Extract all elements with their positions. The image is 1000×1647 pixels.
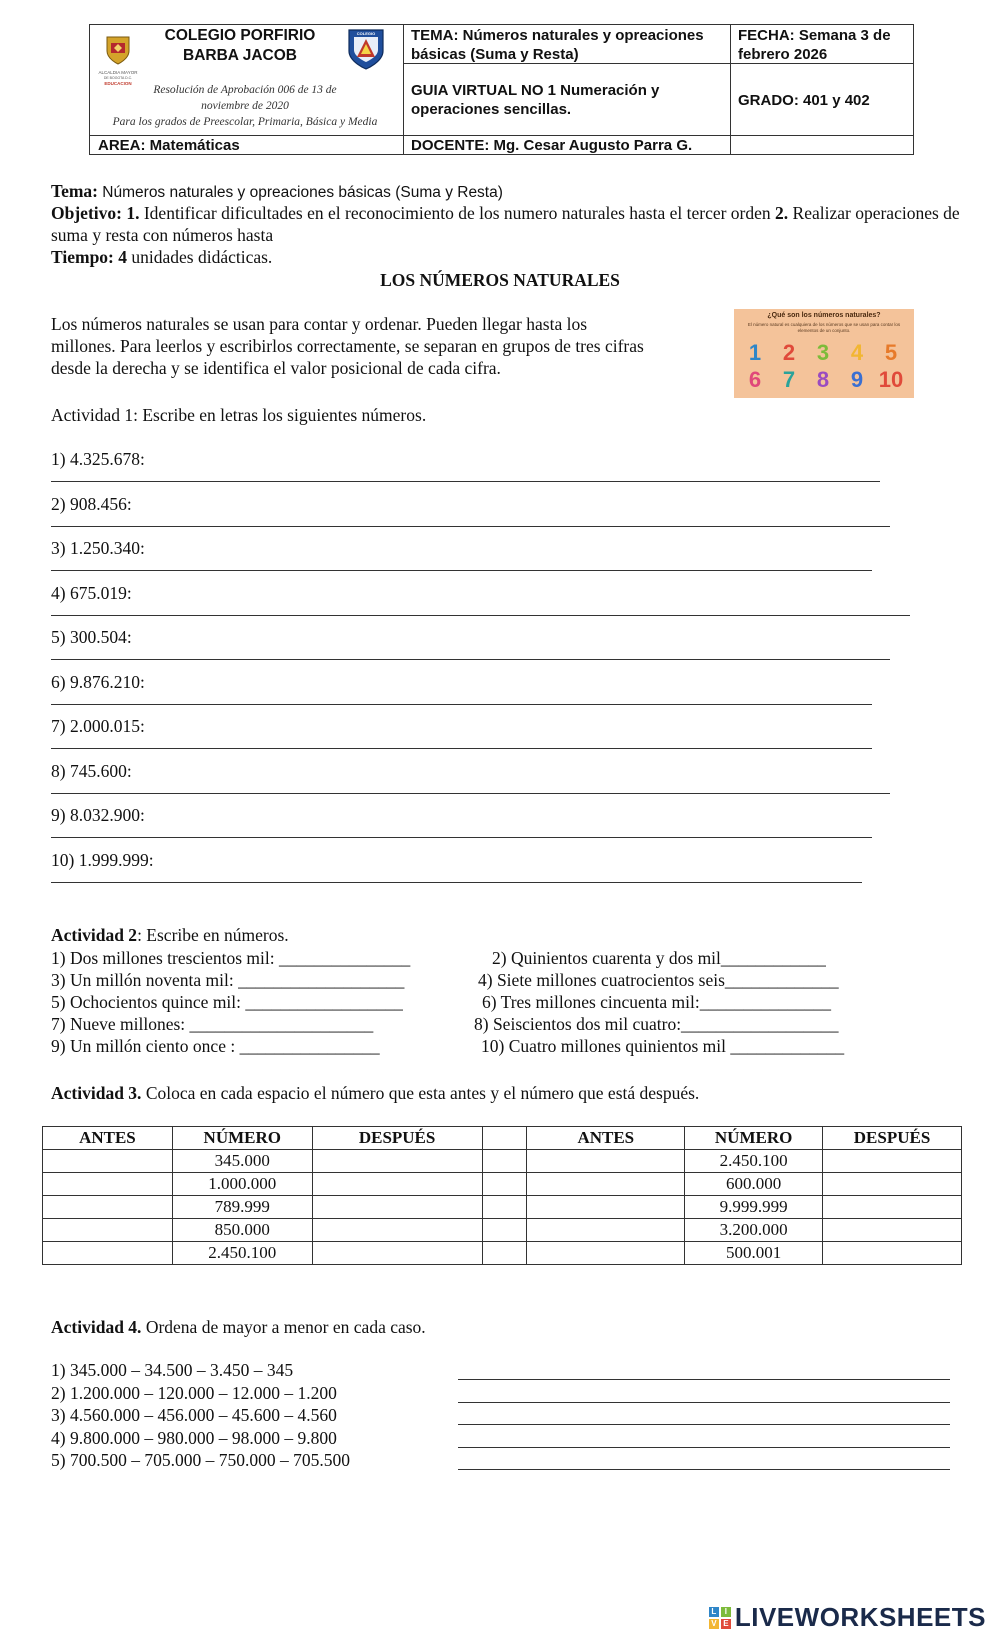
activity3-heading: Actividad 3. bbox=[51, 1083, 142, 1103]
resolution-line3: Para los grados de Preescolar, Primaria, Básica y Media bbox=[112, 116, 378, 128]
numero-cell: 600.000 bbox=[685, 1173, 823, 1196]
activity2-item-right[interactable]: 2) Quinientos cuarenta y dos mil____________ bbox=[492, 948, 826, 968]
activity4-item: 5) 700.500 – 705.000 – 750.000 – 705.500 bbox=[51, 1450, 350, 1470]
antes-cell[interactable] bbox=[43, 1219, 173, 1242]
numero-cell: 1.000.000 bbox=[172, 1173, 312, 1196]
numero-cell: 500.001 bbox=[685, 1242, 823, 1265]
paragraph-line1: Los números naturales se usan para contar y ordenar. Pueden llegar hasta los bbox=[51, 314, 588, 334]
section-title: LOS NÚMEROS NATURALES bbox=[380, 270, 620, 290]
activity1-answer-line[interactable] bbox=[51, 748, 872, 749]
activity4-answer-line[interactable] bbox=[458, 1469, 950, 1470]
crest-label: COLEGIO bbox=[356, 31, 376, 36]
activity2-item-right[interactable]: 6) Tres millones cincuenta mil:_______________ bbox=[482, 992, 832, 1012]
table-header: DESPUÉS bbox=[312, 1127, 482, 1150]
numero-cell: 9.999.999 bbox=[685, 1196, 823, 1219]
spacer-cell bbox=[482, 1242, 527, 1265]
table-row bbox=[43, 1196, 962, 1219]
illustration-digit: 4 bbox=[850, 340, 864, 365]
fecha-label: FECHA: Semana 3 de febrero 2026 bbox=[738, 27, 891, 63]
paragraph-line3: desde la derecha y se identifica el valor posicional de cada cifra. bbox=[51, 358, 501, 378]
illustration-digit: 2 bbox=[782, 340, 796, 365]
logo-letter-block: L bbox=[709, 1607, 719, 1617]
illustration-digit: 10 bbox=[878, 367, 904, 392]
spacer-cell bbox=[482, 1150, 527, 1173]
activity1-item: 3) 1.250.340: bbox=[51, 538, 145, 558]
activity4-answer-line[interactable] bbox=[458, 1424, 950, 1425]
objetivo-text2: Realizar operaciones de suma y resta con números hasta bbox=[51, 203, 960, 245]
numero-cell: 345.000 bbox=[172, 1150, 312, 1173]
table-row bbox=[43, 1219, 962, 1242]
liveworksheets-wordmark: LIVEWORKSHEETS bbox=[734, 1602, 986, 1632]
activity4-answer-line[interactable] bbox=[458, 1379, 950, 1380]
logo-letter-block: I bbox=[721, 1607, 731, 1617]
table-header: ANTES bbox=[527, 1127, 685, 1150]
spacer-cell bbox=[482, 1173, 527, 1196]
illustration-digit: 5 bbox=[884, 340, 898, 365]
activity2-item-left[interactable]: 3) Un millón noventa mil: ___________________ bbox=[51, 970, 405, 990]
activity2-item-right[interactable]: 4) Siete millones cuatrocientos seis_____________ bbox=[478, 970, 839, 990]
liveworksheets-logo bbox=[709, 1602, 986, 1633]
activity3-title bbox=[51, 1082, 699, 1104]
numero-cell: 789.999 bbox=[172, 1196, 312, 1219]
activity4-answer-line[interactable] bbox=[458, 1447, 950, 1448]
antes-cell[interactable] bbox=[43, 1150, 173, 1173]
despues-cell[interactable] bbox=[312, 1242, 482, 1265]
table-row bbox=[43, 1242, 962, 1265]
despues-cell[interactable] bbox=[312, 1150, 482, 1173]
resolution-line1: Resolución de Aprobación 006 de 13 de bbox=[153, 84, 337, 96]
despues-cell[interactable] bbox=[823, 1150, 962, 1173]
grado-label: GRADO: 401 y 402 bbox=[738, 92, 870, 109]
illustration-digit: 3 bbox=[816, 340, 830, 365]
table-header: NÚMERO bbox=[172, 1127, 312, 1150]
bogota-shield-icon bbox=[105, 35, 131, 65]
activity1-answer-line[interactable] bbox=[51, 704, 872, 705]
activity4-item: 4) 9.800.000 – 980.000 – 98.000 – 9.800 bbox=[51, 1427, 337, 1448]
resolution-line2: noviembre de 2020 bbox=[201, 100, 289, 112]
objetivo-num2: 2. bbox=[775, 203, 789, 223]
tiempo-heading: Tiempo: 4 bbox=[51, 247, 127, 267]
despues-cell[interactable] bbox=[312, 1219, 482, 1242]
activity1-answer-line[interactable] bbox=[51, 837, 872, 838]
table-row bbox=[43, 1173, 962, 1196]
despues-cell[interactable] bbox=[823, 1219, 962, 1242]
table-row bbox=[43, 1150, 962, 1173]
antes-cell[interactable] bbox=[527, 1173, 685, 1196]
activity4-item: 2) 1.200.000 – 120.000 – 12.000 – 1.200 bbox=[51, 1382, 337, 1403]
guia-label: GUIA VIRTUAL NO 1 Numeración y operaciones sencillas. bbox=[411, 82, 660, 118]
objetivo-paragraph bbox=[51, 202, 966, 246]
antes-cell[interactable] bbox=[527, 1196, 685, 1219]
tiempo-text: unidades didácticas. bbox=[127, 247, 273, 267]
activity1-item: 6) 9.876.210: bbox=[51, 671, 145, 692]
activity2-item-left[interactable]: 7) Nueve millones: _____________________ bbox=[51, 1014, 374, 1034]
intro-paragraph bbox=[51, 313, 731, 379]
table-spacer-header bbox=[482, 1127, 527, 1150]
activity1-item: 1) 4.325.678: bbox=[51, 449, 145, 469]
despues-cell[interactable] bbox=[823, 1242, 962, 1265]
docente-label: DOCENTE: Mg. Cesar Augusto Parra G. bbox=[411, 137, 693, 154]
school-crest bbox=[346, 27, 386, 71]
activity1-answer-line[interactable] bbox=[51, 570, 872, 571]
tema-label: TEMA: Números naturales y opreaciones básicas (Suma y Resta) bbox=[411, 27, 704, 63]
logo-letter-block: E bbox=[721, 1619, 731, 1629]
antes-cell[interactable] bbox=[527, 1219, 685, 1242]
tema-heading: Tema: bbox=[51, 181, 98, 201]
illustration-digit: 8 bbox=[816, 367, 830, 392]
activity2-instruction: : Escribe en números. bbox=[137, 925, 289, 945]
activity1-item: 8) 745.600: bbox=[51, 760, 132, 781]
activity2-item-left[interactable]: 5) Ochocientos quince mil: __________________ bbox=[51, 992, 403, 1012]
tema-text: Números naturales y opreaciones básicas (Suma y Resta) bbox=[98, 184, 503, 201]
alcaldia-line3: EDUCACION bbox=[104, 81, 132, 86]
antes-cell[interactable] bbox=[43, 1242, 173, 1265]
despues-cell[interactable] bbox=[312, 1196, 482, 1219]
illustration-digit: 7 bbox=[782, 367, 796, 392]
illustration-caption: El número natural es cualquiera de los números que se usan para contar los elementos de un conjunto. bbox=[747, 322, 901, 333]
despues-cell[interactable] bbox=[312, 1173, 482, 1196]
antes-cell[interactable] bbox=[43, 1196, 173, 1219]
activity1-item: 7) 2.000.015: bbox=[51, 716, 145, 736]
activity4-title bbox=[51, 1316, 426, 1338]
activity1-item: 10) 1.999.999: bbox=[51, 849, 154, 870]
activity1-answer-line[interactable] bbox=[51, 481, 880, 482]
objetivo-text1: Identificar dificultades en el reconocimiento de los numero naturales hasta el tercer orden bbox=[139, 203, 776, 223]
activity2-title bbox=[51, 924, 289, 946]
activity2-heading: Actividad 2 bbox=[51, 925, 138, 945]
activity1-item: 5) 300.504: bbox=[51, 627, 132, 647]
alcaldia-logo bbox=[96, 35, 140, 87]
activity1-answer-line[interactable] bbox=[51, 526, 890, 527]
paragraph-line2: millones. Para leerlos y escribirlos correctamente, se separan en grupos de tres cifras bbox=[51, 336, 644, 356]
activity1-answer-line[interactable] bbox=[51, 882, 862, 883]
activity4-heading: Actividad 4. bbox=[51, 1317, 142, 1337]
activity1-answer-line[interactable] bbox=[51, 615, 910, 616]
antes-cell[interactable] bbox=[527, 1242, 685, 1265]
tiempo-paragraph bbox=[51, 246, 272, 268]
activity1-title: Actividad 1: Escribe en letras los siguientes números. bbox=[51, 405, 427, 425]
spacer-cell bbox=[482, 1219, 527, 1242]
header-table bbox=[89, 24, 914, 155]
activity2-item-right[interactable]: 8) Seiscientos dos mil cuatro:__________________ bbox=[474, 1014, 839, 1034]
activity4-instruction: Ordena de mayor a menor en cada caso. bbox=[141, 1317, 426, 1337]
before-after-table bbox=[42, 1126, 962, 1265]
objetivo-heading: Objetivo: 1. bbox=[51, 203, 140, 223]
despues-cell[interactable] bbox=[823, 1173, 962, 1196]
numero-cell: 3.200.000 bbox=[685, 1219, 823, 1242]
activity1-item: 9) 8.032.900: bbox=[51, 805, 145, 825]
numero-cell: 850.000 bbox=[172, 1219, 312, 1242]
activity1-item: 2) 908.456: bbox=[51, 493, 132, 514]
activity1-answer-line[interactable] bbox=[51, 659, 890, 660]
spacer-cell bbox=[482, 1196, 527, 1219]
activity4-item: 1) 345.000 – 34.500 – 3.450 – 345 bbox=[51, 1360, 294, 1380]
illustration-title: ¿Qué son los números naturales? bbox=[767, 312, 881, 319]
activity1-answer-line[interactable] bbox=[51, 793, 890, 794]
activity2-item-left[interactable]: 9) Un millón ciento once : ________________ bbox=[51, 1036, 380, 1056]
table-header: ANTES bbox=[43, 1127, 173, 1150]
school-name-line2: BARBA JACOB bbox=[183, 47, 297, 64]
illustration-digit: 1 bbox=[748, 340, 762, 365]
activity2-item-left[interactable]: 1) Dos millones trescientos mil: _______________ bbox=[51, 948, 411, 968]
alcaldia-line2: DE BOGOTA D.C. bbox=[103, 76, 133, 80]
activity4-answer-line[interactable] bbox=[458, 1402, 950, 1403]
numero-cell: 2.450.100 bbox=[685, 1150, 823, 1173]
activity2-item-right[interactable]: 10) Cuatro millones quinientos mil _____________ bbox=[481, 1036, 845, 1056]
activity3-instruction: Coloca en cada espacio el número que esta antes y el número que está después. bbox=[141, 1083, 700, 1103]
table-header: NÚMERO bbox=[685, 1127, 823, 1150]
illustration-digit: 9 bbox=[850, 367, 864, 392]
activity4-item: 3) 4.560.000 – 456.000 – 45.600 – 4.560 bbox=[51, 1405, 337, 1425]
antes-cell[interactable] bbox=[527, 1150, 685, 1173]
school-name-line1: COLEGIO PORFIRIO bbox=[164, 27, 316, 44]
illustration-digit: 6 bbox=[748, 367, 762, 392]
alcaldia-line1: ALCALDIA MAYOR bbox=[98, 70, 138, 75]
natural-numbers-illustration bbox=[734, 309, 914, 398]
table-header: DESPUÉS bbox=[823, 1127, 962, 1150]
area-label: AREA: Matemáticas bbox=[98, 137, 240, 154]
logo-letter-block: V bbox=[709, 1619, 719, 1629]
tema-paragraph bbox=[51, 180, 966, 204]
despues-cell[interactable] bbox=[823, 1196, 962, 1219]
numero-cell: 2.450.100 bbox=[172, 1242, 312, 1265]
activity1-item: 4) 675.019: bbox=[51, 582, 132, 603]
antes-cell[interactable] bbox=[43, 1173, 173, 1196]
